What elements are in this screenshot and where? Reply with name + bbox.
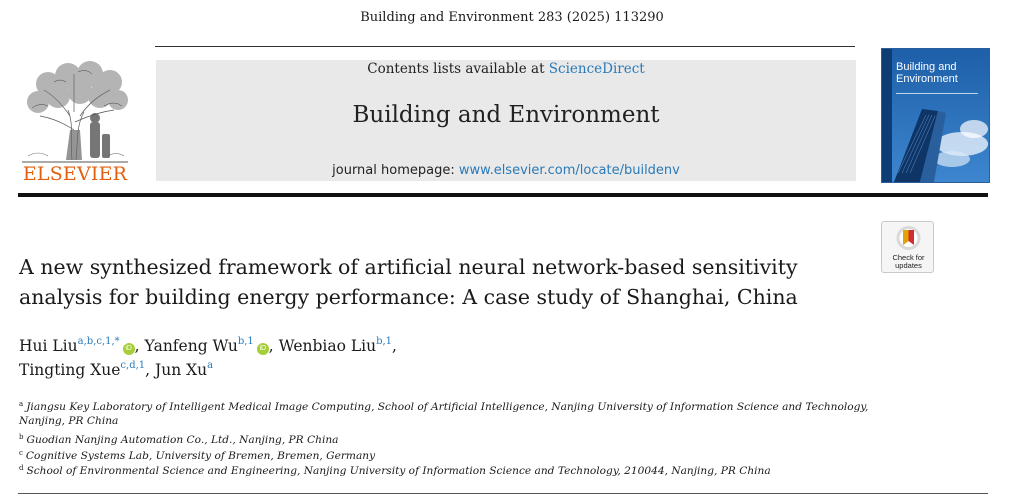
- author-superscript[interactable]: b,1: [376, 336, 393, 347]
- authors-line-2: [19, 360, 213, 379]
- author-separator: ,: [392, 337, 397, 355]
- journal-citation: Building and Environment 283 (2025) 113290: [360, 10, 664, 25]
- article-title: [19, 252, 869, 312]
- affiliation-text: Guodian Nanjing Automation Co., Ltd., Nanjing, PR China: [26, 434, 339, 446]
- header-bottom-rule: [18, 193, 988, 197]
- orcid-icon[interactable]: iD: [257, 343, 269, 355]
- author-superscript[interactable]: b,1: [237, 336, 254, 347]
- author-separator: ,: [134, 337, 140, 355]
- homepage-prefix: journal homepage:: [332, 163, 459, 178]
- affiliation-text: Jiangsu Key Laboratory of Intelligent Medical Image Computing, School of Artificial Intelligence, Nanjing University of Information Science and Technology, Nanjing, PR China: [19, 401, 869, 427]
- authors-line-1: [19, 336, 397, 355]
- affiliations-bottom-rule: [18, 493, 988, 494]
- affiliation-a: [19, 397, 869, 428]
- affiliation-text: Cognitive Systems Lab, University of Bremen, Bremen, Germany: [25, 450, 376, 462]
- journal-homepage-line: [156, 163, 856, 178]
- affiliation-text: School of Environmental Science and Engineering, Nanjing University of Information Science and Technology, 210044, Nanjing, PR China: [26, 465, 771, 477]
- author-name[interactable]: Hui Liu: [19, 337, 78, 355]
- contents-available-line: [156, 61, 856, 77]
- journal-banner: [156, 60, 856, 181]
- author-superscript[interactable]: c,d,1: [120, 360, 146, 371]
- orcid-icon[interactable]: iD: [123, 343, 135, 355]
- affiliation-d: [19, 461, 869, 478]
- author-separator: ,: [145, 361, 151, 379]
- affiliation-b: [19, 430, 869, 447]
- article-title-line1: A new synthesized framework of artificial neural network-based sensitivity: [19, 255, 798, 279]
- elsevier-wordmark: ELSEVIER: [22, 163, 128, 185]
- author-name[interactable]: Tingting Xue: [19, 361, 121, 379]
- cover-title: Building and Environment: [896, 61, 958, 85]
- article-title-line2: analysis for building energy performance: A case study of Shanghai, China: [19, 285, 798, 309]
- journal-homepage-link[interactable]: www.elsevier.com/locate/buildenv: [458, 163, 680, 178]
- affiliation-letter: a: [19, 400, 24, 408]
- check-label-line1: Check for: [892, 253, 925, 262]
- check-label-line2: updates: [895, 261, 922, 270]
- author-superscript[interactable]: a: [207, 360, 214, 371]
- affiliation-letter: b: [19, 433, 24, 441]
- author-name[interactable]: Jun Xu: [155, 361, 208, 379]
- affiliation-letter: c: [19, 449, 23, 457]
- journal-name: Building and Environment: [352, 102, 660, 128]
- affiliation-letter: d: [19, 464, 24, 472]
- check-for-updates-label: [882, 254, 935, 270]
- author-superscript[interactable]: a,b,c,1,*: [77, 336, 120, 347]
- author-name[interactable]: Wenbiao Liu: [278, 337, 377, 355]
- header-top-rule: [155, 46, 855, 47]
- contents-prefix: Contents lists available at: [367, 61, 549, 77]
- bookmark-badge-icon: [895, 225, 922, 253]
- author-separator: ,: [268, 337, 274, 355]
- author-name[interactable]: Yanfeng Wu: [144, 337, 238, 355]
- journal-cover-image[interactable]: [881, 48, 990, 183]
- check-for-updates-button[interactable]: [881, 221, 934, 273]
- sciencedirect-link[interactable]: ScienceDirect: [548, 61, 645, 77]
